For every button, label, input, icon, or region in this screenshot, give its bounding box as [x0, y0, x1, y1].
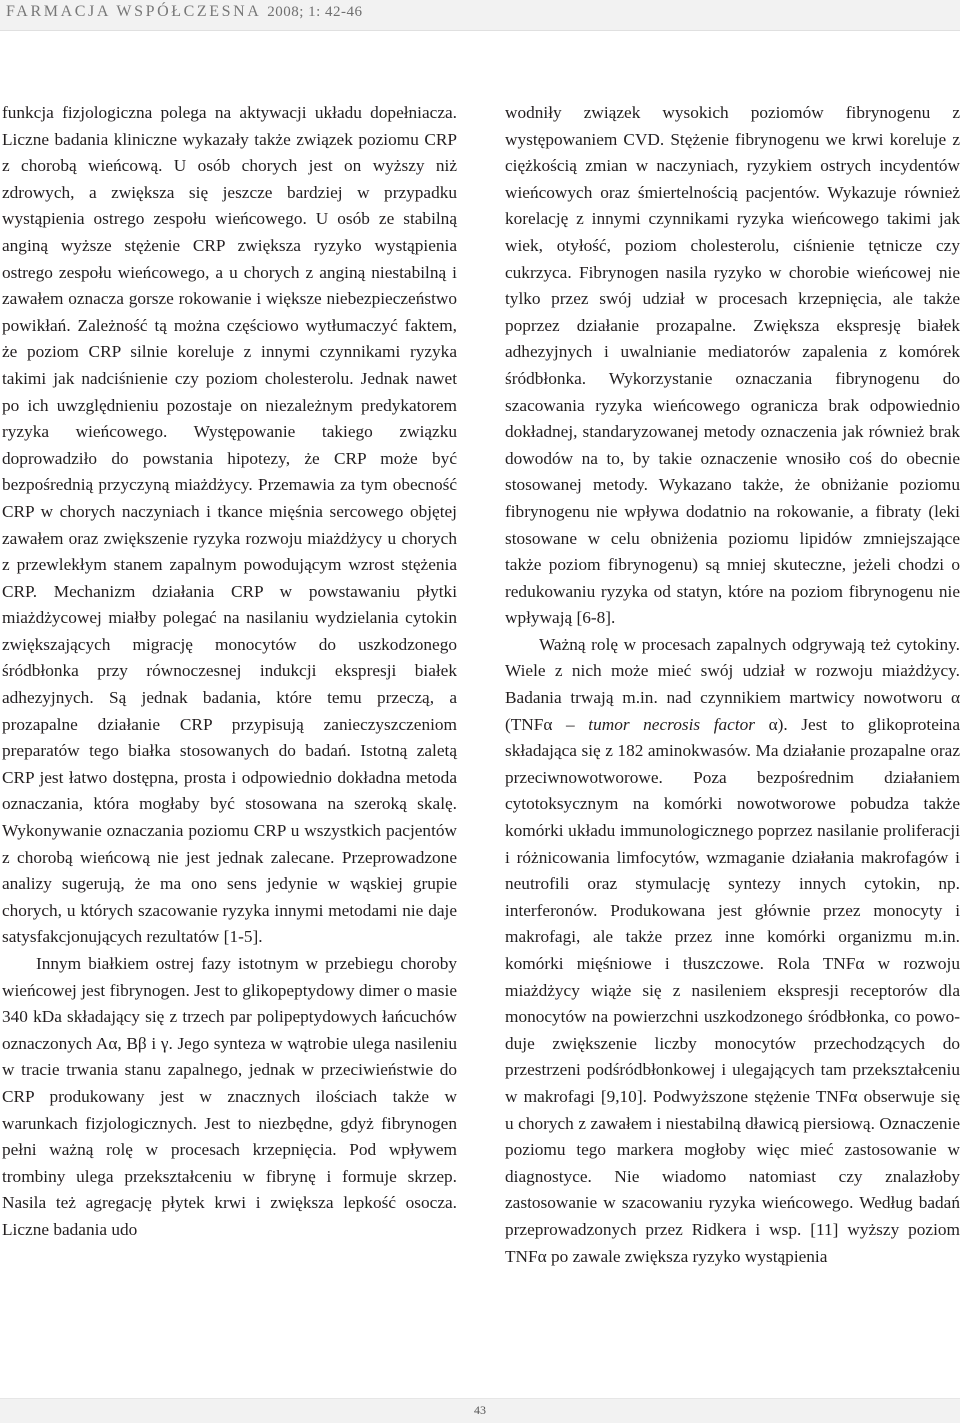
paragraph-cytokines [505, 632, 960, 1270]
journal-citation: 2008; 1: 42-46 [267, 4, 363, 20]
journal-name: FARMACJA WSPÓŁCZESNA [6, 3, 261, 20]
right-text-column [505, 100, 960, 1270]
paragraph-fibrinogen-continued: wodniły związek wysokich poziomów fibrynogenu z występowaniem CVD. Stężenie fibrynogenu we krwi koreluje z ciężkością zmian w naczyniach, ryzykiem ostrych incydentów wieńcowych oraz śmiertelnością pacjentów. Wykazuje również korelację z innymi czynnikami ryzyka wieńcowego takimi jak wiek, otyłość, poziom cholesterolu, ciśnienie tętnicze czy cukrzyca. Fibrynogen nasila ryzyko w chorobie wieńcowej nie tylko przez swój udział w procesach krzepnięcia, ale także poprzez działanie prozapalne. Zwiększa ekspresję białek adhezyjnych i uwalnianie mediatorów zapalenia z komórek śródbłonka. Wykorzystanie oznaczania fibrynogenu do szacowania ryzyka wieńcowego ogranicza brak odpowiednio dokładnej, standaryzowanej metody oznaczenia jak również brak dowodów na to, by takie oznaczenie wnosiło coś do obecnie stosowanej metody. Wykazano także, że obniżanie poziomu fibrynogenu nie wpływa dodatnio na rokowanie, a fibraty (leki stosowane w celu obniżenia poziomu lipidów zmniejszające także poziom fibrynogenu) są mniej skuteczne, jeżeli chodzi o redukowaniu ryzyka od statyn, które na poziom fibrynogenu nie wpływają [6-8]. [505, 103, 960, 628]
running-header [0, 0, 960, 31]
left-text-column [2, 100, 457, 1244]
paragraph-fibrinogen: Innym białkiem ostrej fazy istotnym w przebiegu choroby wieńcowej jest fibrynogen. Jest to glikopeptydowy dimer o masie 340 kDa składający się z trzech par polipeptydowych łańcuchów oznaczonych Aα, Bβ i γ. Jego synteza w wątrobie ulega nasileniu w tracie trwania stanu zapalnego, jednak w przeciwieństwie do CRP produkowany jest w znacznych ilościach także w warunkach fizjologicznych. Jest to niezbędne, gdyż fibrynogen pełni ważną rolę w procesach krzepnięcia. Pod wpływem trombiny ulega przekształceniu w fibrynę i formuje skrzep. Nasila też agregację płytek krwi i zwiększa lepkość osocza. Liczne badania udo [2, 954, 457, 1239]
tnf-latin-term: tumor necrosis factor [588, 714, 755, 734]
page-footer [0, 1398, 960, 1423]
cytokines-text-start: Ważną rolę w procesach zapalnych odgrywają też cytokiny. Wiele z nich może mieć swój udział w rozwoju miażdżycy. Badania trwają m.in. nad czynnikiem martwicy nowotworu α (TNFα – [505, 634, 960, 734]
cytokines-text-end: α). Jest to glikoproteina składająca się z 182 aminokwasów. Ma działanie prozapalne oraz przeciwnowotworowe. Poza bezpośrednim działaniem cytotoksycznym na komórki nowotworowe pobudza także komórki układu immunologicznego poprzez nasilanie proliferacji i różnicowania limfocytów, wzmaganie działania makrofagów i neutrofili oraz stymulację syntezy innych cytokin, np. interferonów. Produkowana jest głównie przez monocyty i makrofagi, ale także przez inne komórki organizmu m.in. komórki mięśniowe i tłuszczowe. Rola TNFα w rozwoju miażdżycy wiąże się z nasileniem ekspresji receptorów dla monocytów na powierzchni uszkodzonego śródbłonka, co powoduje zwiększenie liczby monocytów przechodzących do przestrzeni podśródbłonkowej i ulegających tam przekształceniu w makrofagi [9,10]. Podwyższone stężenie TNFα obserwuje się u chorych z zawałem i niestabilną dławicą piersiową. Oznaczenie poziomu tego markera mogłoby więc mieć zastosowanie w diagnostyce. Nie wiadomo natomiast czy znalazłoby zastosowanie w szacowaniu ryzyka wieńcowego. Według badań przeprowadzonych przez Ridkera i wsp. [11] wyższy poziom TNFα po zawale zwiększa ryzyko wystąpienia [505, 714, 960, 1266]
page-number: 43 [474, 1403, 486, 1417]
paragraph-crp: funkcja fizjologiczna polega na aktywacji układu dopełniacza. Liczne badania kliniczne wykazały także związek poziomu CRP z chorobą wieńcową. U osób chorych jest on wyższy niż zdrowych, a zwiększa się jeszcze bardziej w przypadku wystąpienia ostrego zespołu wieńcowego. U osób ze stabilną anginą wyższe stężenie CRP zwiększa ryzyko wystąpienia ostrego zespołu wieńcowego, a u chorych z anginą niestabilną i zawałem oznacza gorsze rokowanie i większe niebezpieczeństwo powikłań. Zależność tą można częściowo wytłumaczyć faktem, że poziom CRP silnie koreluje z innymi czynnikami ryzyka takimi jak nadciśnienie czy poziom cholesterolu. Jednak nawet po ich uwzględnieniu pozostaje on niezależnym predykatorem ryzyka wieńcowego. Występowanie takiego związku doprowadziło do powstania hipotezy, że CRP może być bezpośrednią przyczyną miażdżycy. Przemawia za tym obecność CRP w chorych naczyniach i tkance mięśnia sercowego objętej zawałem oraz zwiększenie ryzyka rozwoju miażdżycy u chorych z przewlekłym stanem zapalnym powodującym wzrost stężenia CRP. Mechanizm działania CRP w powstawaniu płytki miażdżycowej miałby polegać na nasilaniu wydzielania cytokin zwiększających migrację monocytów do uszkodzonego śródbłonka przy równoczesnej indukcji ekspresji białek adhezyjnych. Są jednak badania, które temu przeczą, a prozapalne działanie CRP przypisują zanieczyszczeniom preparatów tego białka stosowanych do badań. Istotną zaletą CRP jest łatwo dostępna, prosta i odpowiednio dokładna metoda oznaczania, która mogłaby być stosowana na szeroką skalę. Wykonywanie oznaczania poziomu CRP u wszystkich pacjentów z chorobą wieńcową nie jest jednak zalecane. Przeprowadzone analizy sugerują, że ma ono sens jedynie w wąskiej grupie chorych, u których szacowanie ryzyka innymi metodami nie daje satysfakcjonujących rezultatów [1-5]. [2, 103, 457, 947]
journal-title [6, 3, 363, 21]
